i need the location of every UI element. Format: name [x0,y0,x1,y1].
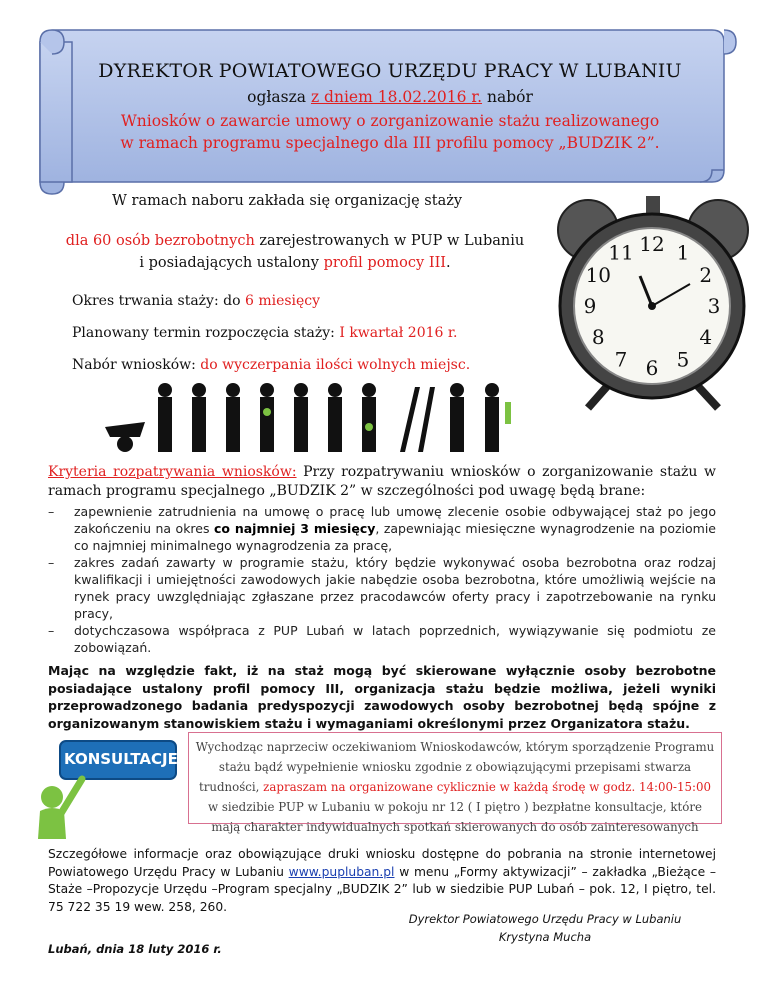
criteria-item1-a: zapewnienie zatrudnienia na umowę o pracę lub umowę zlecenie osobie odbywającej staż po jego zakończeniu na okres [74,504,716,536]
target-text-1: zarejestrowanych w PUP w Lubaniu [259,233,525,249]
criteria-item [48,503,716,554]
criteria-item: – dotychczasowa współpraca z PUP Lubań w latach poprzednich, wywiązywanie się podmiotu ze zobowiązań. [48,622,716,656]
subject-line-1: Wniosków o zawarcie umowy o zorganizowanie stażu realizowanego [120,112,660,130]
recruitment-label: Nabór wniosków: [72,357,196,373]
clock-numeral: 11 [608,240,634,265]
clock-numeral: 10 [585,263,612,287]
announce-prefix: ogłasza [247,88,307,106]
target-red-2: profil pomocy III [323,255,447,271]
website-link[interactable]: www.pupluban.pl [288,864,395,879]
start-line [72,325,457,341]
clock-numeral: 9 [583,294,597,318]
clock-numeral: 12 [639,232,665,256]
signature-name: Krystyna Mucha [498,930,592,944]
target-red-1: dla 60 osób bezrobotnych [65,233,255,249]
duration-value: 6 miesięcy [244,293,321,309]
start-label: Planowany termin rozpoczęcia staży: [72,325,335,341]
duration-label: Okres trwania staży: [72,293,219,309]
consult-text-1: Wychodząc naprzeciw oczekiwaniom Wnioskodawców, którym sporządzenie Programu stażu bądź wypełnienie wniosku zgodnie z obowiązującymi przepisami stwarza trudności, [195,740,715,794]
start-value: I kwartał 2016 r. [339,325,458,341]
clock-numeral: 4 [699,325,713,349]
signature-block [395,910,695,946]
intro-text: W ramach naboru zakłada się organizację staży [112,193,463,209]
consultation-box [188,732,722,834]
criteria-intro: Przy rozpatrywaniu wniosków o zorganizowanie stażu w ramach programu specjalnego „BUDZIK 2” w szczególności pod uwagę będą brane: [48,464,716,499]
target-text [40,230,550,274]
clock-numeral: 1 [676,240,690,265]
consultation-sign-text: KONSULTACJE [64,750,178,768]
criteria-list [48,503,716,656]
consult-text-2: w siedzibie PUP w Lubaniu w pokoju nr 12 ( I piętro ) bezpłatne konsultacje, które mają charakter indywidualnych spotkań skierowanych do osób zainteresowanych [208,800,702,834]
clock-numeral: 2 [699,263,713,287]
clock-numeral: 5 [676,347,690,372]
criteria-item: – zakres zadań zawarty w programie stażu, który będzie wykonywać osoba bezrobotna oraz rodzaj kwalifikacji i umiejętności zawodowych jakie nabędzie osoba bezrobotna, które umożliwią wejście na rynek pracy uwzględniając zgłaszane przez pracodawców oferty pracy i zapotrzebowanie na rynku pracy, [48,554,716,622]
criteria-item1-bold: co najmniej 3 miesięcy [214,521,376,536]
place-date: Lubań, dnia 18 luty 2016 r. [48,942,222,956]
criteria-item1-b: , zapewniając miesięczne wynagrodzenie na poziomie co najmniej minimalnego wynagrodzenia za pracę, [74,521,716,553]
target-dot: . [446,255,451,271]
eligibility-paragraph: Mając na względzie fakt, iż na staż mogą być skierowane wyłącznie osoby bezrobotne posiadające ustalony profil pomocy III, organizacja stażu będzie możliwa, jeżeli wyniki przeprowadzonego badania predyspozycji zawodowych osoby bezrobotnej będą spójne z organizowanym stanowiskiem stażu i wymaganiami określonymi przez Organizatora stażu. [48,663,716,731]
workers-silhouette [100,382,530,457]
clock-numeral: 8 [591,325,605,349]
announce-suffix: nabór [486,88,533,106]
duration-line [72,293,320,309]
subject-line-2: w ramach programu specjalnego dla III profilu pomocy „BUDZIK 2”. [120,134,660,152]
clock-numeral: 3 [707,294,721,318]
banner-subject [60,110,720,154]
target-text-2: i posiadających ustalony [139,255,319,271]
banner-title: DYREKTOR POWIATOWEGO URZĘDU PRACY W LUBANIU [98,60,682,82]
clock-numeral: 7 [614,347,628,372]
info-text-2: w menu „Formy aktywizacji” – zakładka „Bieżące – Staże –Propozycje Urzędu –Program specjalny „BUDZIK 2” lub w siedzibie PUP Lubań – pok. 12, I piętro, tel. 75 722 35 19 wew. 258, 260. [48,864,716,914]
banner-announce [60,88,720,106]
recruitment-line [72,357,470,373]
info-paragraph [48,846,716,916]
signature-title: Dyrektor Powiatowego Urzędu Pracy w Lubaniu [408,912,682,926]
recruitment-value: do wyczerpania ilości wolnych miejsc. [200,357,471,373]
alarm-clock-image [540,188,765,413]
criteria-section [48,463,716,656]
duration-text: do [223,293,241,309]
criteria-heading: Kryteria rozpatrywania wniosków: [48,464,297,480]
info-text-1: Szczegółowe informacje oraz obowiązujące druki wniosku dostępne do pobrania na stronie internetowej Powiatowego Urzędu Pracy w Lubaniu [48,847,716,879]
clock-numeral: 6 [645,356,659,380]
announce-date: z dniem 18.02.2016 r. [310,88,483,106]
consult-red: zapraszam na organizowane cyklicznie w każdą środę w godz. 14:00-15:00 [263,780,712,794]
